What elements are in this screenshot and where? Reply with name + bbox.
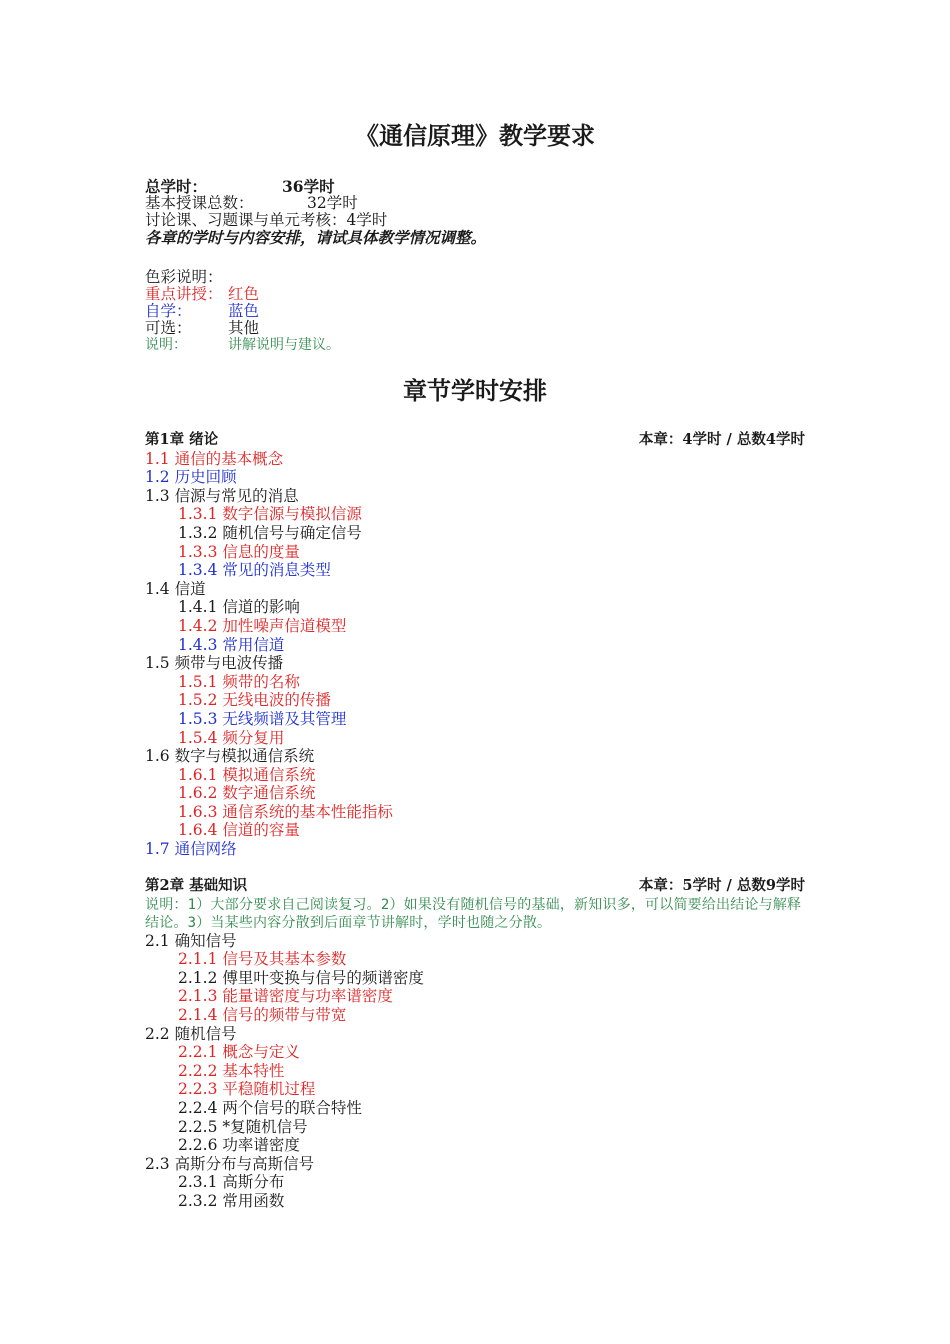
outline-subsection: 1.3.3 信息的度量 [178,542,300,561]
summary-block [145,178,810,246]
color-legend [145,269,810,354]
legend-note-label: 说明： [145,337,187,353]
outline-subsection: 2.1.4 信号的频带与带宽 [178,1005,347,1024]
outline-subsection: 2.1.3 能量谱密度与功率谱密度 [178,987,393,1006]
outline-subsection: 1.6.2 数字通信系统 [178,784,316,803]
summary-note: 各章的学时与内容安排，请试具体教学情况调整。 [145,228,487,247]
chapter-title: 第1章 绪论 [145,431,219,448]
basic-hours-value: 32学时 [307,194,358,212]
chapter-title: 第2章 基础知识 [145,877,248,894]
basic-hours-row [145,195,810,212]
total-hours-label: 总学时： [145,177,208,196]
outline-subsection: 1.5.4 频分复用 [178,728,285,747]
legend-note-value: 讲解说明与建议。 [228,337,340,353]
outline-subsection: 2.2.4 两个信号的联合特性 [178,1098,362,1117]
chapter-1 [145,431,810,859]
outline-subsection: 2.2.1 概念与定义 [178,1043,300,1062]
outline-section: 1.4 信道 [145,579,206,598]
document-title: 《通信原理》教学要求 [355,121,595,150]
legend-item-optional [145,320,810,337]
legend-item-note [145,337,810,354]
outline-subsection: 1.5.3 无线频谱及其管理 [178,709,347,728]
outline-subsection: 2.3.1 高斯分布 [178,1173,285,1192]
outline-section: 2.1 确知信号 [145,931,237,950]
outline-section: 1.2 历史回顾 [145,468,237,487]
chapter-note: 说明：1）大部分要求自己阅读复习。2）如果没有随机信号的基础，新知识多，可以简要给出结论与解释结论。3）当某些内容分散到后面章节讲解时，学时也随之分散。 [145,896,802,931]
outline-subsection: 2.2.6 功率谱密度 [178,1136,300,1155]
outline-subsection: 2.1.1 信号及其基本参数 [178,950,347,969]
outline-subsection: 1.3.1 数字信源与模拟信源 [178,505,362,524]
outline-section: 1.7 通信网络 [145,840,237,859]
chapter-hours: 本章：4学时 / 总数4学时 [638,431,805,448]
total-hours-value: 36学时 [282,177,335,196]
chapter-heading [145,431,810,450]
legend-key-label: 重点讲授： [145,285,223,303]
outline-section: 2.2 随机信号 [145,1024,237,1043]
outline-subsection: 1.3.2 随机信号与确定信号 [178,523,362,542]
basic-hours-label: 基本授课总数： [145,194,254,212]
outline-subsection: 2.3.2 常用函数 [178,1191,285,1210]
outline-subsection: 2.2.5 *复随机信号 [178,1117,308,1136]
outline-section: 1.5 频带与电波传播 [145,654,284,673]
legend-heading: 色彩说明： [145,268,223,286]
outline-subsection: 1.6.4 信道的容量 [178,821,300,840]
legend-key-value: 红色 [228,285,260,303]
outline-subsection: 1.5.2 无线电波的传播 [178,691,331,710]
legend-item-self-study [145,303,810,320]
legend-optional-value: 其他 [228,319,260,337]
outline-subsection: 2.2.2 基本特性 [178,1061,285,1080]
legend-self-study-label: 自学： [145,302,192,320]
outline-subsection: 1.4.3 常用信道 [178,635,285,654]
outline-section: 1.1 通信的基本概念 [145,449,284,468]
legend-optional-label: 可选： [145,319,192,337]
chapter-1-outline [145,450,810,859]
outline-section: 2.3 高斯分布与高斯信号 [145,1154,315,1173]
outline-section: 1.3 信源与常见的消息 [145,486,299,505]
chapter-hours: 本章：5学时 / 总数9学时 [638,877,805,894]
outline-subsection: 1.6.1 模拟通信系统 [178,765,316,784]
discussion-hours-row: 讨论课、习题课与单元考核：4学时 [145,211,388,229]
chapter-2 [145,877,810,1211]
legend-self-study-value: 蓝色 [228,302,260,320]
outline-section: 1.6 数字与模拟通信系统 [145,747,315,766]
legend-item-key [145,286,810,303]
section-title: 章节学时安排 [403,376,547,405]
outline-subsection: 2.2.3 平稳随机过程 [178,1080,316,1099]
outline-subsection: 1.5.1 频带的名称 [178,672,300,691]
outline-subsection: 2.1.2 傅里叶变换与信号的频谱密度 [178,968,424,987]
total-hours-row [145,178,810,195]
outline-subsection: 1.6.3 通信系统的基本性能指标 [178,802,393,821]
outline-subsection: 1.4.1 信道的影响 [178,598,300,617]
outline-subsection: 1.3.4 常见的消息类型 [178,561,331,580]
outline-subsection: 1.4.2 加性噪声信道模型 [178,616,347,635]
chapter-heading [145,877,810,896]
chapter-2-outline [145,932,810,1211]
